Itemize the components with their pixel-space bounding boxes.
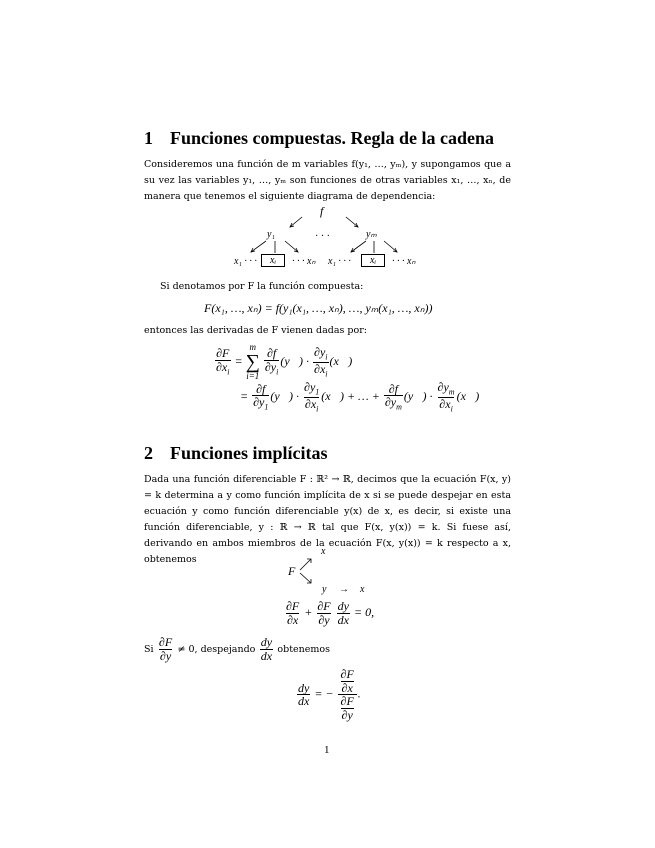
- solve-condition-line: Si $\frac{\partial F}{\partial y}$ ≠ 0, despejando $\frac{dy}{dx}$ obtenemos: [144, 635, 330, 663]
- section-2-intro: Dada una función diferenciable F : ℝ² → ℝ, decimos que la ecuación F(x, y) = k determina a y como función implícita de x si se puede despejar en esta ecuación y como función diferenciable y(x) de x, es decir, si existe una función diferenciable, y : ℝ → ℝ tal que F(x, y(x)) = k. Si fuese así, derivando en ambos miembros de la ecuación F(x, y(x)) = k respecto a x, obtenemos: [144, 474, 511, 565]
- chain-rule-line-1: $\frac{\partial F}{\partial x_i}$ = m ∑ i=1 $\frac{\partial f}{\partial y_i}$ (y⃗) · $\frac{\partial y_i}{\partial x_i}$ (x⃗): [216, 342, 353, 381]
- implicit-derivative-formula: $\frac{dy}{dx}$ = − $\frac{\frac{\partial F}{\partial x}}{\frac{\partial F}{\partial y}}$ .: [298, 667, 361, 722]
- diagram-node-ym: yₘ: [366, 229, 377, 240]
- diagram-left-box: xᵢ: [261, 254, 285, 267]
- si-text: Si: [144, 644, 154, 656]
- diagram-mid-dots: · · ·: [315, 231, 330, 242]
- implicit-arrows: [284, 546, 384, 598]
- section-1-intro: Consideremos una función de m variables f(y₁, …, yₘ), y supongamos que a su vez las variables y₁, …, yₘ son funciones de otras variables x₁, …, xₙ, de manera que tenemos el siguiente diagrama de dependencia:: [144, 159, 511, 202]
- diagram-right-box: xᵢ: [361, 254, 385, 267]
- diagram-node-y1: y₁: [267, 229, 275, 240]
- implicit-diagram: [284, 546, 384, 598]
- implicit-node-y: y: [322, 584, 327, 595]
- diagram-left-row: x₁ · · ·: [234, 256, 257, 267]
- composite-formula: F(x₁, …, xₙ) = f(y₁(x₁, …, xₙ), …, yₘ(x₁, …, xₙ)): [204, 301, 433, 315]
- section-2-title: Funciones implícitas: [170, 443, 328, 463]
- diagram-node-f: f: [320, 204, 324, 218]
- diagram-left-tail: · · · xₙ: [292, 256, 316, 267]
- implicit-node-x-right: x: [360, 584, 365, 595]
- section-2-number: 2: [144, 443, 153, 463]
- dependency-diagram: [222, 204, 442, 276]
- implicit-arrow-y-x: →: [339, 584, 349, 595]
- diagram-right-tail: · · · xₙ: [392, 256, 416, 267]
- implicit-node-F: F: [288, 564, 296, 578]
- obtenemos-text: obtenemos: [277, 644, 330, 656]
- section-1-number: 1: [144, 128, 153, 148]
- section-1-heading: [144, 128, 494, 149]
- composite-intro: Si denotamos por F la función compuesta:: [160, 281, 364, 292]
- page-number: 1: [324, 744, 330, 756]
- derivatives-intro: entonces las derivadas de F vienen dadas por:: [144, 325, 367, 336]
- chain-rule-line-2: = $\frac{\partial f}{\partial y_1}$ (y⃗) · $\frac{\partial y_1}{\partial x_i}$ (x⃗) + … + $\frac{\partial f}{\partial y_m}$ (y⃗) · $\frac{\partial y_m}{\partial x_i}$ (x⃗): [240, 380, 480, 414]
- section-1-title: Funciones compuestas. Regla de la cadena: [170, 128, 494, 148]
- diagram-right-row: x₁ · · ·: [328, 256, 351, 267]
- implicit-equation: $\frac{\partial F}{\partial x}$ + $\frac{\partial F}{\partial y}$ $\frac{dy}{dx}$ = 0,: [286, 599, 375, 627]
- neq-text: ≠ 0, despejando: [177, 644, 256, 656]
- implicit-node-x-top: x: [321, 546, 326, 557]
- section-2-heading: [144, 443, 328, 464]
